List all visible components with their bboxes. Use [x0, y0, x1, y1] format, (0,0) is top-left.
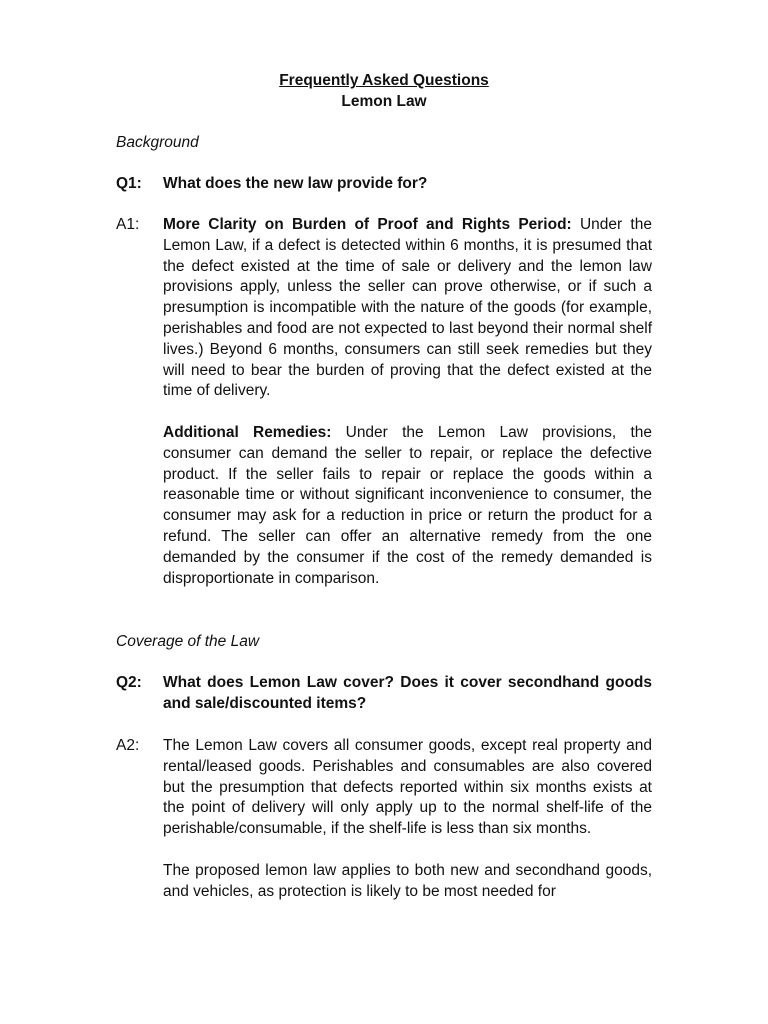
question-label: Q2:	[116, 674, 142, 691]
question-label: Q1:	[116, 175, 142, 192]
question-text: What does the new law provide for?	[163, 175, 428, 192]
answer-a1	[116, 215, 652, 589]
question-q1	[116, 174, 652, 195]
paragraph-lead: Additional Remedies:	[163, 423, 332, 441]
document-title: Frequently Asked Questions	[279, 72, 489, 89]
question-text: What does Lemon Law cover? Does it cover secondhand goods and sale/discounted items?	[163, 674, 652, 712]
section-heading-coverage: Coverage of the Law	[116, 633, 260, 650]
question-q2	[116, 673, 652, 715]
answer-label: A2:	[116, 737, 140, 754]
paragraph-text: Under the Lemon Law provisions, the consumer can demand the seller to repair, or replace the defective product. If the seller fails to repair or replace the goods within a reasonable time or without significant inconvenience to consumer, the consumer may ask for a reduction in price or return the product for a refund. The seller can offer an alternative remedy from the one demanded by the consumer if the cost of the remedy demanded is disproportionate in comparison.	[163, 423, 652, 587]
answer-a2	[116, 736, 652, 902]
answer-paragraph	[163, 423, 652, 589]
paragraph-lead: More Clarity on Burden of Proof and Rights Period:	[163, 216, 572, 233]
answer-paragraph: The proposed lemon law applies to both new and secondhand goods, and vehicles, as protection is likely to be most needed for	[163, 861, 652, 900]
document-subtitle: Lemon Law	[341, 93, 427, 110]
title-block	[0, 70, 768, 112]
answer-label: A1:	[116, 216, 140, 233]
answer-body	[163, 736, 652, 902]
answer-paragraph: The Lemon Law covers all consumer goods, except real property and rental/leased goods. Perishables and consumables are also covered but the presumption that defects reported within six months exists at the point of delivery will only apply up to the normal shelf-life of the perishable/consumable, if the shelf-life is less than six months.	[163, 737, 652, 838]
paragraph-text: Under the Lemon Law, if a defect is detected within 6 months, it is presumed that the defect existed at the time of sale or delivery and the lemon law provisions apply, unless the seller can prove otherwise, or if such a presumption is incompatible with the nature of the goods (for example, perishables and food are not expected to last beyond their normal shelf lives.) Beyond 6 months, consumers can still seek remedies but they will need to bear the burden of proving that the defect existed at the time of delivery.	[163, 216, 652, 400]
answer-paragraph	[163, 215, 652, 402]
answer-body	[163, 215, 652, 589]
section-heading-background: Background	[116, 134, 199, 151]
